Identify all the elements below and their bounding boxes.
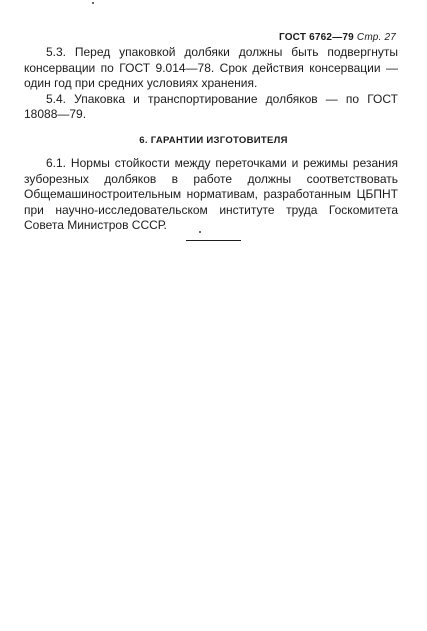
running-header bbox=[279, 32, 396, 43]
warranty-section bbox=[24, 156, 398, 234]
scan-speck bbox=[92, 2, 94, 4]
page-number: Стр. 27 bbox=[356, 32, 396, 43]
doc-code: ГОСТ 6762—79 bbox=[278, 32, 354, 43]
end-rule bbox=[186, 240, 241, 241]
packaging-section bbox=[24, 45, 398, 123]
paragraph-5-3: 5.3. Перед упаковкой долбяки должны быть подвергнуты консервации по ГОСТ 9.014—78. Срок действия консервации — один год при средних условиях хранения. bbox=[24, 45, 398, 90]
section-heading: 6. ГАРАНТИИ ИЗГОТОВИТЕЛЯ bbox=[139, 135, 288, 146]
scan-speck bbox=[199, 231, 201, 233]
paragraph-6-1: 6.1. Нормы стойкости между переточками и режимы резания зуборезных долбяков в работе должны соответствовать Общемашиностроительным нормативам, разработанным ЦБПНТ при научно-исследовательском институте труда Госкомитета Совета Министров СССР. bbox=[24, 156, 398, 232]
paragraph-5-4: 5.4. Упаковка и транспортирование долбяков — по ГОСТ 18088—79. bbox=[24, 91, 398, 121]
